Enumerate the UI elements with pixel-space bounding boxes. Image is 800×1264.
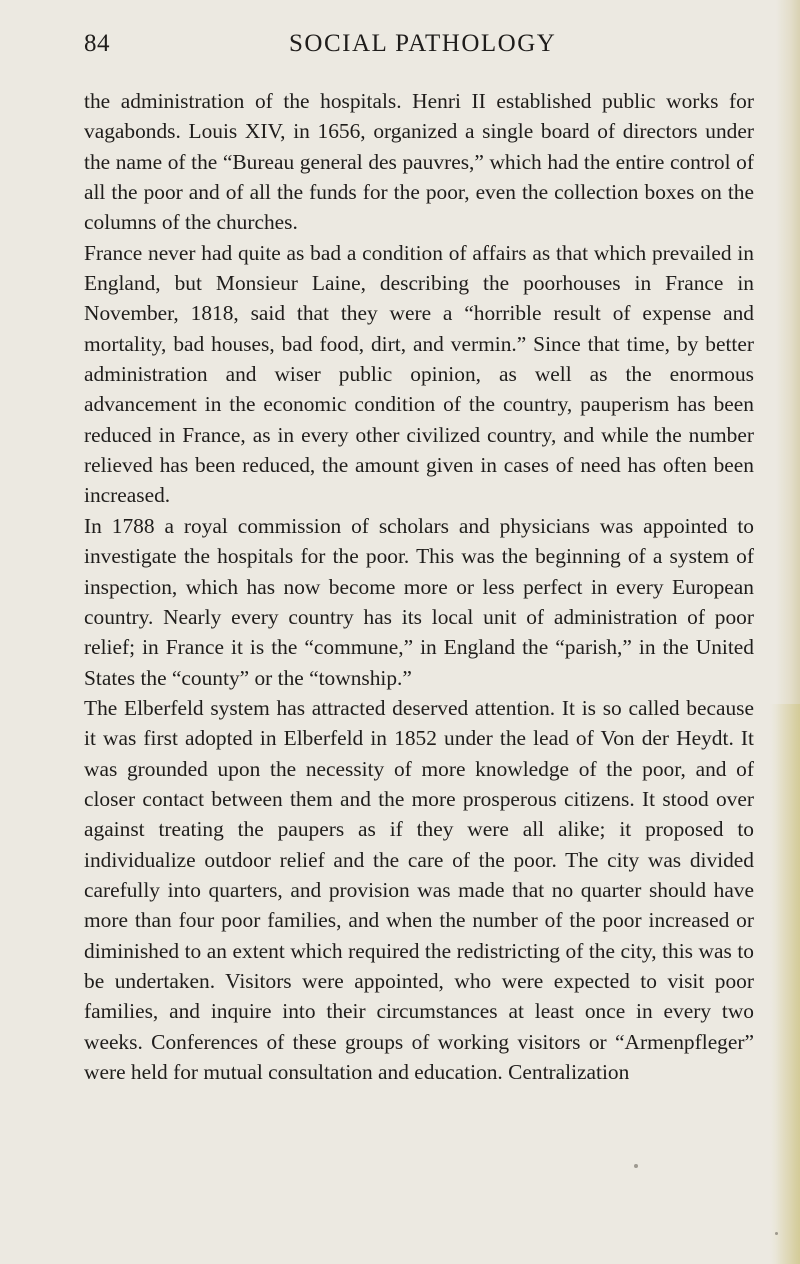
running-head: SOCIAL PATHOLOGY: [289, 30, 557, 57]
paragraph-4: The Elberfeld system has attracted deserved attention. It is so called because it was first adopted in Elberfeld in 1852 under the lead of Von der Heydt. It was grounded upon the necessity of more knowledge of the poor, and of closer contact between them and the more prosperous citizens. It stood over against treating the paupers as if they were all alike; it proposed to individualize outdoor relief and the care of the poor. The city was divided carefully into quarters, and provision was made that no quarter should have more than four poor families, and when the number of the poor increased or diminished to an extent which required the redistricting of the city, this was to be undertaken. Visitors were appointed, who were expected to visit poor families, and inquire into their circumstances at least once in every two weeks. Conferences of these groups of working visitors or “Armenpfleger” were held for mutual consultation and education. Centralization: [84, 695, 754, 1084]
paragraph-1: the administration of the hospitals. Henri II established public works for vagabonds. Louis XIV, in 1656, organized a single board of directors under the name of the “Bureau general des pauvres,” which had the entire control of all the poor and of all the funds for the poor, even the collection boxes on the columns of the churches.: [84, 89, 754, 235]
page-header: [84, 30, 754, 66]
paper-speck: [775, 1232, 778, 1235]
paper-speck: [634, 1164, 638, 1168]
body-text: [84, 86, 754, 1087]
page-corner-stain: [770, 704, 800, 1264]
paragraph-2: France never had quite as bad a condition of affairs as that which prevailed in England, but Monsieur Laine, describing the poorhouses in France in November, 1818, said that they were a “horrible result of expense and mortality, bad houses, bad food, dirt, and vermin.” Since that time, by better administration and wiser public opinion, as well as the enormous advancement in the economic condition of the country, pauperism has been reduced in France, as in every other civilized country, and while the number relieved has been reduced, the amount given in cases of need has often been increased.: [84, 240, 754, 508]
page-number: 84: [84, 30, 110, 57]
paragraph-3: In 1788 a royal commission of scholars and physicians was appointed to investigate the hospitals for the poor. This was the beginning of a system of inspection, which has now become more or less perfect in every European country. Nearly every country has its local unit of administration of poor relief; in France it is the “commune,” in England the “parish,” in the United States the “county” or the “township.”: [84, 513, 754, 690]
